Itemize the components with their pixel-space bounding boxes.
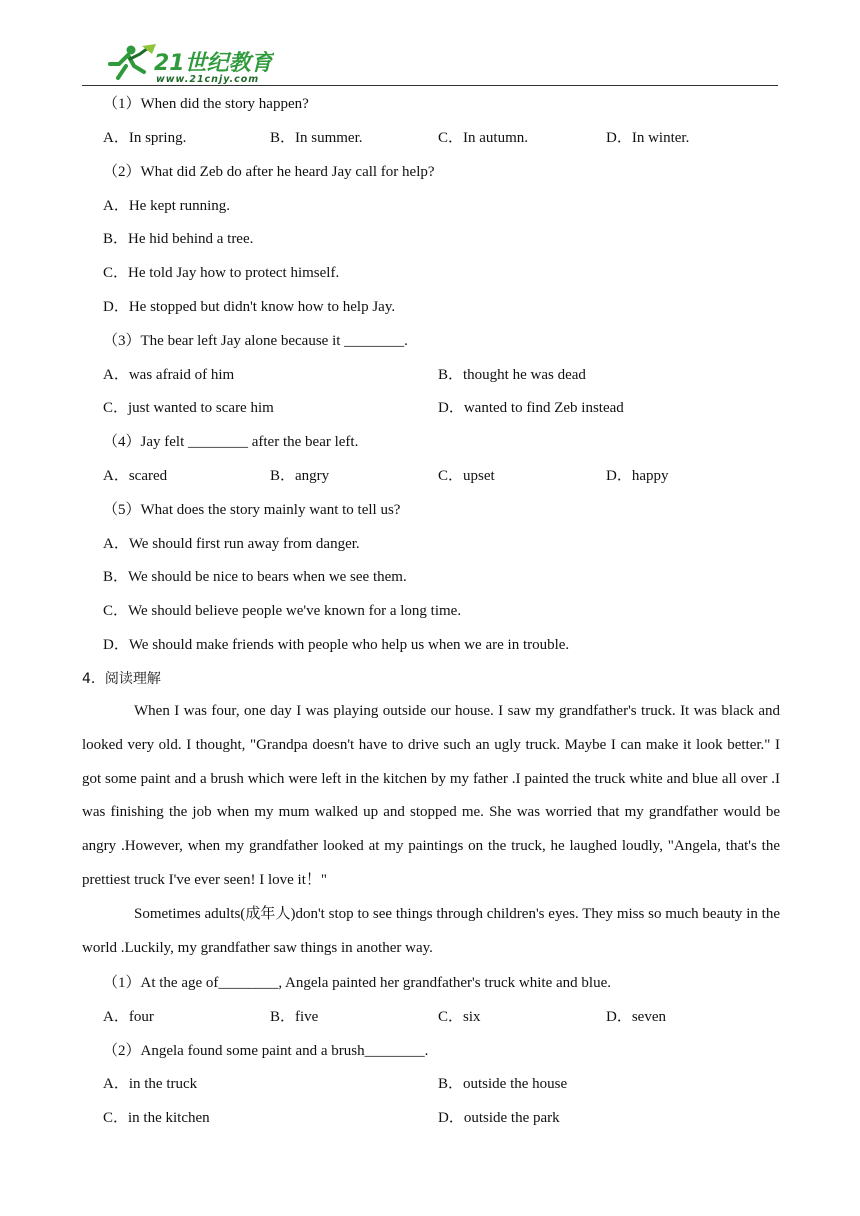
q3-3-option-d: D．wanted to find Zeb instead: [438, 400, 624, 416]
q3-3-option-b: B．thought he was dead: [438, 367, 586, 383]
q3-4-option-d: D．happy: [606, 468, 669, 484]
passage-paragraph-1: When I was four, one day I was playing outside our house. I saw my grandfather's truck. It was black and looked very old. I thought, "Grandpa doesn't have to drive such an ugly truck. Maybe I can make it look better." I got some paint and a brush which were left in the kitchen by my father .I painted the truck white and blue all over .I was finishing the job when my mum walked up and stopped me. She was worried that my grandfather would be angry .However, when my grandfather looked at my paintings on the truck, he laughed loudly, "Angela, that's the prettiest truck I've ever seen! I love it！": [82, 703, 780, 888]
q3-4-option-c: C．upset: [438, 468, 495, 484]
q3-1-stem: （1）When did the story happen?: [103, 96, 309, 112]
logo-main-text: 21世纪教育: [154, 51, 273, 76]
q3-3-stem: （3）The bear left Jay alone because it ________.: [103, 333, 408, 349]
q3-3-option-c: C．just wanted to scare him: [103, 400, 274, 416]
runner-icon: [110, 44, 156, 78]
q3-5-option-d: D．We should make friends with people who help us when we are in trouble.: [103, 637, 570, 653]
section-4-title: 4．阅读理解: [82, 671, 161, 687]
q3-2-stem: （2）What did Zeb do after he heard Jay call for help?: [103, 164, 435, 180]
site-logo: [104, 42, 274, 84]
q3-2-option-c: C．He told Jay how to protect himself.: [103, 265, 340, 281]
page-header: [82, 40, 778, 86]
q4-2-option-d: D．outside the park: [438, 1110, 560, 1126]
q3-5-stem: （5）What does the story mainly want to tell us?: [103, 502, 401, 518]
q3-2-option-a: A．He kept running.: [103, 198, 231, 214]
q3-4-stem: （4）Jay felt ________ after the bear left.: [103, 434, 359, 450]
q3-5-option-a: A．We should first run away from danger.: [103, 536, 360, 552]
header-divider: [82, 85, 778, 86]
q3-5-option-b: B．We should be nice to bears when we see them.: [103, 569, 407, 585]
q3-4-option-b: B．angry: [270, 468, 330, 484]
q3-5-option-c: C．We should believe people we've known for a long time.: [103, 603, 462, 619]
q3-1-option-b: B．In summer.: [270, 130, 363, 146]
q4-2-option-c: C．in the kitchen: [103, 1110, 210, 1126]
q3-2-option-d: D．He stopped but didn't know how to help Jay.: [103, 299, 396, 315]
q3-4-option-a: A．scared: [103, 468, 168, 484]
q3-1-option-d: D．In winter.: [606, 130, 690, 146]
logo-url-text: www.21cnjy.com: [156, 74, 260, 84]
q4-2-option-a: A．in the truck: [103, 1076, 198, 1092]
q4-2-stem: （2）Angela found some paint and a brush________.: [103, 1043, 429, 1059]
q3-2-option-b: B．He hid behind a tree.: [103, 231, 254, 247]
q3-3-option-a: A．was afraid of him: [103, 367, 235, 383]
q4-1-option-c: C．six: [438, 1009, 481, 1025]
q4-2-option-b: B．outside the house: [438, 1076, 568, 1092]
q4-1-option-b: B．five: [270, 1009, 319, 1025]
q4-1-stem: （1）At the age of________, Angela painted her grandfather's truck white and blue.: [103, 975, 611, 991]
passage-paragraph-2: Sometimes adults(成年人)don't stop to see things through children's eyes. They miss so much beauty in the world .Luckily, my grandfather saw things in another way.: [82, 906, 780, 956]
q3-1-option-a: A．In spring.: [103, 130, 187, 146]
q4-1-option-d: D．seven: [606, 1009, 666, 1025]
q3-1-option-c: C．In autumn.: [438, 130, 528, 146]
q4-1-option-a: A．four: [103, 1009, 154, 1025]
